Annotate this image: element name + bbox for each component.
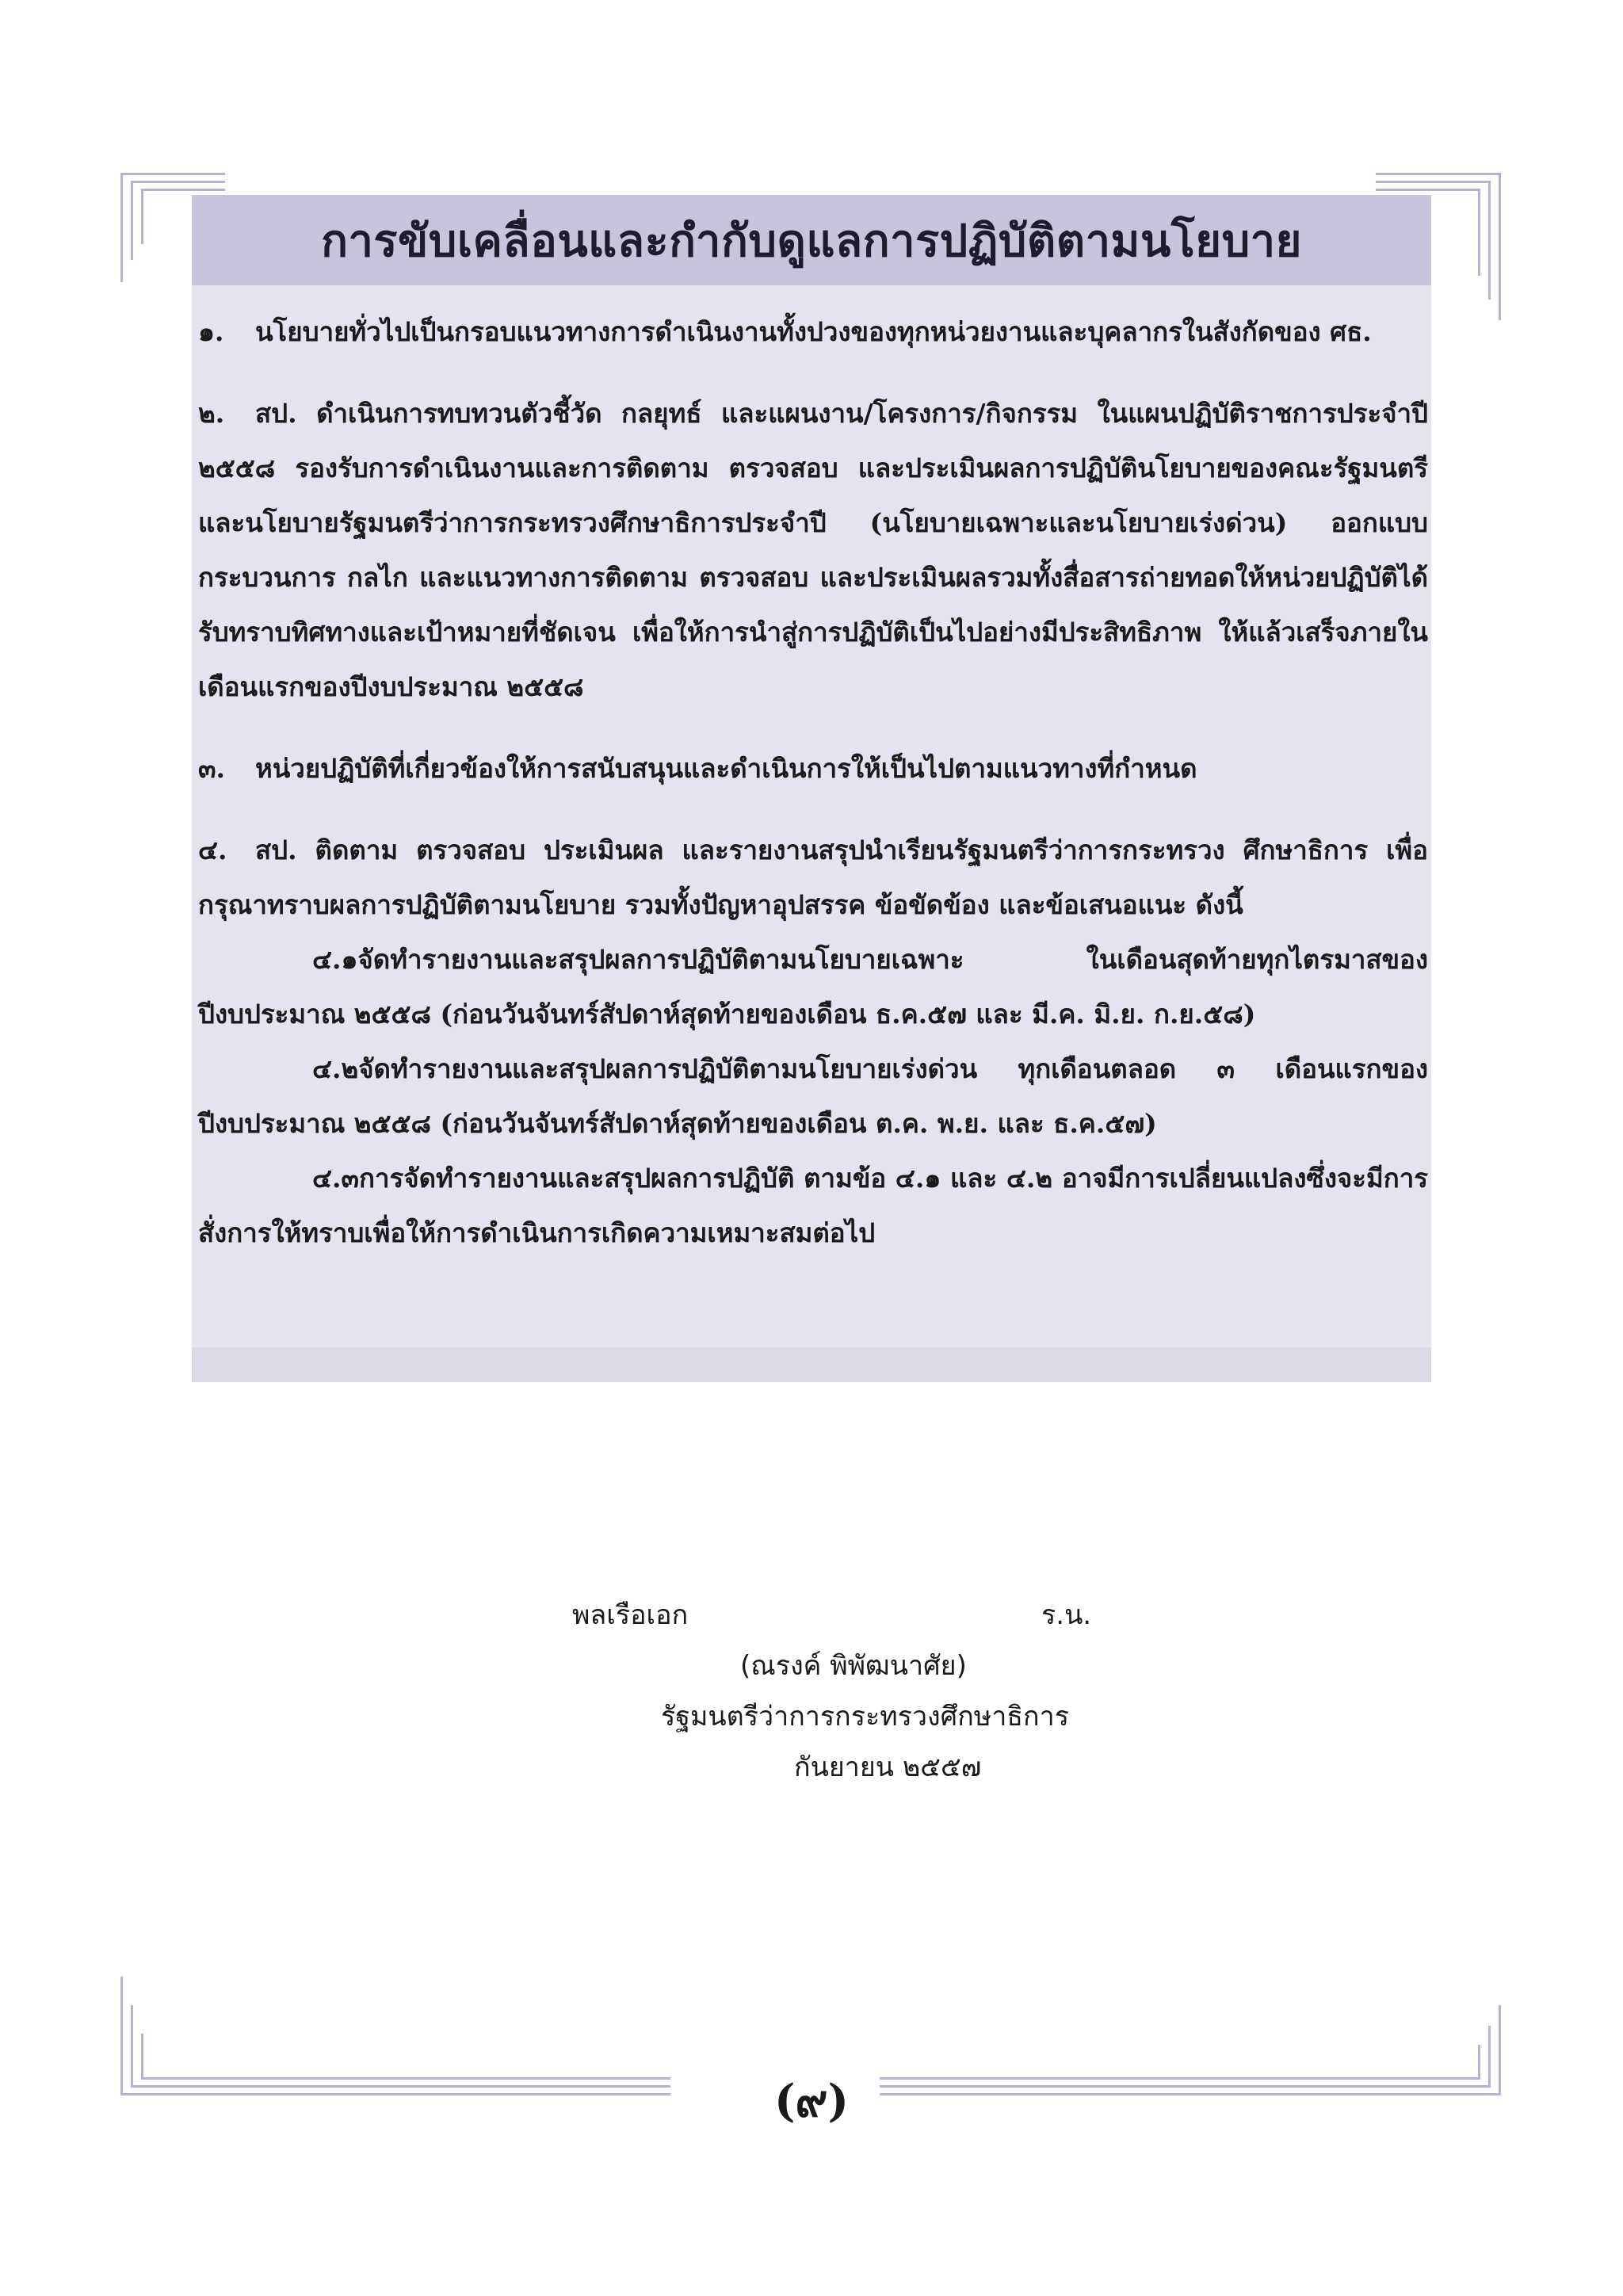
item-text: สป. ติดตาม ตรวจสอบ ประเมินผล และรายงานสรุปนำเรียนรัฐมนตรีว่าการกระทรวง ศึกษาธิการ เพื่อกรุณาทราบผลการปฏิบัติตามนโยบาย รวมทั้งปัญหาอุปสรรค ข้อขัดข้อง และข้อเสนอแนะ ดังนี้	[198, 835, 1428, 920]
item-number: ๔.	[198, 835, 227, 865]
subitem-number: ๔.๓	[312, 1163, 360, 1194]
item-text: นโยบายทั่วไปเป็นกรอบแนวทางการดำเนินงานทั้งปวงของทุกหน่วยงานและบุคลากรในสังกัดของ ศธ.	[255, 316, 1372, 347]
list-item	[198, 304, 1428, 359]
title-bar	[192, 195, 1431, 285]
item-number: ๑.	[198, 316, 224, 347]
sub-item	[198, 932, 1428, 1041]
signature-rank: พลเรือเอก	[572, 1599, 689, 1631]
list-item	[198, 741, 1428, 796]
item-text: หน่วยปฏิบัติที่เกี่ยวข้องให้การสนับสนุนและดำเนินการให้เป็นไปตามแนวทางที่กำหนด	[255, 753, 1197, 784]
item-number: ๒.	[198, 398, 225, 429]
item-number: ๓.	[198, 753, 226, 784]
subitem-text: จัดทำรายงานและสรุปผลการปฏิบัติตามนโยบายเฉพาะ ในเดือนสุดท้ายทุกไตรมาสของปีงบประมาณ ๒๕๕๘ (ก่อนวันจันทร์สัปดาห์สุดท้ายของเดือน ธ.ค.๕๗ และ มี.ค. มิ.ย. ก.ย.๕๘)	[198, 944, 1428, 1030]
panel-footer-band	[192, 1347, 1431, 1382]
signature-suffix: ร.น.	[1041, 1599, 1092, 1631]
subitem-number: ๔.๒	[312, 1053, 359, 1084]
page-title: การขับเคลื่อนและกำกับดูแลการปฏิบัติตามนโยบาย	[321, 214, 1302, 267]
list-item	[198, 386, 1428, 714]
subitem-text: จัดทำรายงานและสรุปผลการปฏิบัติตามนโยบายเร่งด่วน ทุกเดือนตลอด ๓ เดือนแรกของปีงบประมาณ ๒๕๕๘ (ก่อนวันจันทร์สัปดาห์สุดท้ายของเดือน ต.ค. พ.ย. และ ธ.ค.๕๗)	[198, 1053, 1428, 1139]
policy-content	[198, 304, 1428, 1260]
page-number: (๙)	[773, 2075, 849, 2127]
signature-date: กันยายน ๒๕๕๗	[794, 1752, 982, 1783]
signature-position: รัฐมนตรีว่าการกระทรวงศึกษาธิการ	[661, 1701, 1069, 1733]
sub-item	[198, 1151, 1428, 1260]
subitem-number: ๔.๑	[312, 944, 358, 975]
subitem-text: การจัดทำรายงานและสรุปผลการปฏิบัติ ตามข้อ ๔.๑ และ ๔.๒ อาจมีการเปลี่ยนแปลงซึ่งจะมีการสั่งการให้ทราบเพื่อให้การดำเนินการเกิดความเหมาะสมต่อไป	[198, 1163, 1428, 1248]
signature-name: (ณรงค์ พิพัฒนาศัย)	[740, 1650, 967, 1682]
item-text: สป. ดำเนินการทบทวนตัวชี้วัด กลยุทธ์ และแผนงาน/โครงการ/กิจกรรม ในแผนปฏิบัติราชการประจำปี ๒๕๕๘ รองรับการดำเนินงานและการติดตาม ตรวจสอบ และประเมินผลการปฏิบัตินโยบายของคณะรัฐมนตรีและนโยบายรัฐมนตรีว่าการกระทรวงศึกษาธิการประจำปี (นโยบายเฉพาะและนโยบายเร่งด่วน) ออกแบบกระบวนการ กลไก และแนวทางการติดตาม ตรวจสอบ และประเมินผลรวมทั้งสื่อสารถ่ายทอดให้หน่วยปฏิบัติได้รับทราบทิศทางและเป้าหมายที่ชัดเจน เพื่อให้การนำสู่การปฏิบัติเป็นไปอย่างมีประสิทธิภาพ ให้แล้วเสร็จภายในเดือนแรกของปีงบประมาณ ๒๕๕๘	[198, 398, 1428, 702]
list-item	[198, 823, 1428, 932]
sub-item	[198, 1041, 1428, 1151]
